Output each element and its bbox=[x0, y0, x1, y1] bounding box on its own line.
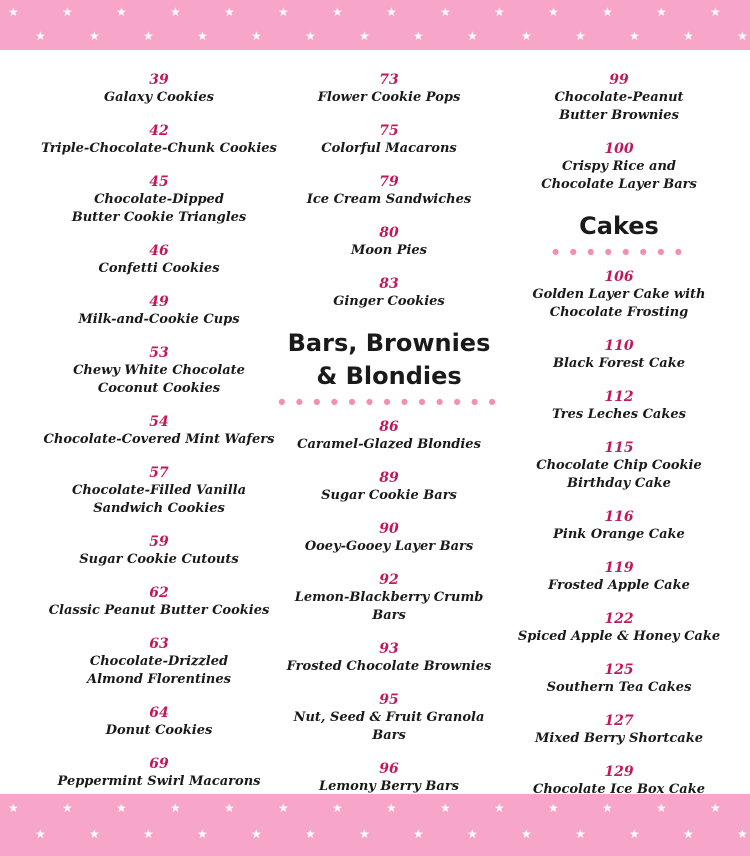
page-number: 45 bbox=[149, 174, 169, 190]
recipe-entry[interactable] bbox=[41, 123, 277, 158]
recipe-entry[interactable] bbox=[307, 72, 471, 107]
recipe-entry[interactable] bbox=[518, 269, 720, 322]
page-number: 100 bbox=[604, 141, 634, 157]
page-number: 129 bbox=[604, 764, 634, 780]
star-icon: ★ bbox=[494, 5, 505, 19]
recipe-entry[interactable] bbox=[78, 294, 239, 329]
recipe-title: Ginger Cookies bbox=[333, 294, 445, 309]
star-icon: ★ bbox=[440, 5, 451, 19]
star-icon: ★ bbox=[62, 801, 73, 815]
star-icon: ★ bbox=[521, 827, 532, 841]
recipe-title: Chocolate-Covered Mint Wafers bbox=[43, 432, 275, 447]
column-cookies-bars bbox=[278, 72, 500, 815]
recipe-entry[interactable] bbox=[518, 662, 720, 697]
page-number: 49 bbox=[149, 294, 169, 310]
star-icon: ★ bbox=[413, 827, 424, 841]
recipe-title: Peppermint Swirl Macarons bbox=[57, 774, 261, 789]
star-icon: ★ bbox=[440, 801, 451, 815]
star-icon: ★ bbox=[413, 29, 424, 43]
recipe-title: Ooey-Gooey Layer Bars bbox=[304, 539, 474, 554]
recipe-entry[interactable] bbox=[541, 141, 697, 194]
page-number: 92 bbox=[379, 572, 399, 588]
star-icon: ★ bbox=[710, 5, 721, 19]
page-number: 83 bbox=[379, 276, 399, 292]
page-number: 95 bbox=[379, 692, 399, 708]
recipe-entry[interactable] bbox=[278, 419, 500, 454]
star-icon: ★ bbox=[629, 827, 640, 841]
star-icon: ★ bbox=[251, 29, 262, 43]
recipe-entry[interactable] bbox=[49, 585, 270, 620]
recipe-title: Tres Leches Cakes bbox=[552, 407, 686, 422]
recipe-entry[interactable] bbox=[278, 761, 500, 796]
recipe-entry[interactable] bbox=[73, 345, 245, 398]
star-icon: ★ bbox=[224, 801, 235, 815]
recipe-entry[interactable] bbox=[72, 174, 247, 227]
star-icon: ★ bbox=[143, 827, 154, 841]
star-icon: ★ bbox=[521, 29, 532, 43]
star-icon: ★ bbox=[170, 5, 181, 19]
star-icon: ★ bbox=[8, 5, 19, 19]
star-icon: ★ bbox=[386, 5, 397, 19]
top-pink-star-band bbox=[0, 0, 750, 50]
recipe-entry[interactable] bbox=[79, 534, 238, 569]
star-icon: ★ bbox=[170, 801, 181, 815]
star-icon: ★ bbox=[683, 29, 694, 43]
star-icon: ★ bbox=[143, 29, 154, 43]
star-icon: ★ bbox=[575, 29, 586, 43]
recipe-entry[interactable] bbox=[87, 636, 231, 689]
star-icon: ★ bbox=[359, 29, 370, 43]
page-number: 106 bbox=[604, 269, 634, 285]
recipe-entry[interactable] bbox=[104, 72, 214, 107]
recipe-title: Chocolate-Filled Vanilla Sandwich Cookies bbox=[71, 483, 247, 516]
star-icon: ★ bbox=[224, 5, 235, 19]
recipe-entry[interactable] bbox=[518, 713, 720, 748]
star-icon: ★ bbox=[656, 5, 667, 19]
recipe-title: Confetti Cookies bbox=[98, 261, 220, 276]
recipe-title: Donut Cookies bbox=[105, 723, 213, 738]
recipe-entry[interactable] bbox=[278, 521, 500, 556]
star-icon: ★ bbox=[467, 827, 478, 841]
page-number: 73 bbox=[379, 72, 399, 88]
star-icon: ★ bbox=[8, 801, 19, 815]
page-number: 90 bbox=[379, 521, 399, 537]
section-divider-dots: ● ● ● ● ● ● ● ● ● ● ● ● ● bbox=[278, 397, 500, 406]
recipe-title: Chocolate-Dipped Butter Cookie Triangles bbox=[71, 192, 247, 225]
star-icon: ★ bbox=[116, 801, 127, 815]
recipe-title: Frosted Chocolate Brownies bbox=[286, 659, 492, 674]
star-icon: ★ bbox=[467, 29, 478, 43]
column-cookies-continued bbox=[30, 72, 288, 807]
star-icon: ★ bbox=[602, 5, 613, 19]
page-number: 122 bbox=[604, 611, 634, 627]
star-icon: ★ bbox=[602, 801, 613, 815]
star-icon: ★ bbox=[332, 801, 343, 815]
recipe-entry[interactable] bbox=[278, 572, 500, 625]
star-icon: ★ bbox=[683, 827, 694, 841]
page-number: 86 bbox=[379, 419, 399, 435]
recipe-entry[interactable] bbox=[278, 470, 500, 505]
recipe-title: Lemony Berry Bars bbox=[319, 779, 459, 794]
recipe-title: Chocolate Chip Cookie Birthday Cake bbox=[536, 458, 702, 491]
recipe-entry[interactable] bbox=[541, 72, 697, 125]
page-number: 89 bbox=[379, 470, 399, 486]
recipe-entry[interactable] bbox=[518, 611, 720, 646]
section-title-cakes: Cakes bbox=[579, 212, 659, 240]
page-number: 53 bbox=[149, 345, 169, 361]
recipe-title: Mixed Berry Shortcake bbox=[535, 731, 703, 746]
page-number: 59 bbox=[149, 534, 169, 550]
star-icon: ★ bbox=[35, 29, 46, 43]
star-icon: ★ bbox=[35, 827, 46, 841]
page-number: 115 bbox=[604, 440, 634, 456]
cakes-list bbox=[518, 269, 720, 815]
star-icon: ★ bbox=[89, 29, 100, 43]
star-icon: ★ bbox=[251, 827, 262, 841]
star-icon: ★ bbox=[89, 827, 100, 841]
recipe-title: Moon Pies bbox=[350, 243, 427, 258]
recipe-title: Milk-and-Cookie Cups bbox=[78, 312, 240, 327]
star-icon: ★ bbox=[548, 801, 559, 815]
star-icon: ★ bbox=[305, 827, 316, 841]
star-icon: ★ bbox=[575, 827, 586, 841]
section-divider-dots: ● ● ● ● ● ● ● ● bbox=[552, 247, 686, 256]
recipe-title: Flower Cookie Pops bbox=[317, 90, 461, 105]
recipe-title: Golden Layer Cake with Chocolate Frosting bbox=[532, 287, 706, 320]
recipe-title: Pink Orange Cake bbox=[553, 527, 685, 542]
recipe-entry[interactable] bbox=[72, 465, 246, 518]
star-icon: ★ bbox=[116, 5, 127, 19]
recipe-title: Black Forest Cake bbox=[552, 356, 685, 371]
star-icon: ★ bbox=[656, 801, 667, 815]
page-number: 93 bbox=[379, 641, 399, 657]
page-number: 99 bbox=[609, 72, 629, 88]
recipe-title: Triple-Chocolate-Chunk Cookies bbox=[41, 141, 277, 156]
recipe-entry[interactable] bbox=[518, 509, 720, 544]
star-icon: ★ bbox=[305, 29, 316, 43]
recipe-title: Crispy Rice and Chocolate Layer Bars bbox=[541, 159, 697, 192]
recipe-title: Caramel-Glazed Blondies bbox=[297, 437, 481, 452]
recipe-entry[interactable] bbox=[278, 641, 500, 676]
recipe-entry[interactable] bbox=[44, 414, 275, 449]
page-number: 54 bbox=[149, 414, 169, 430]
page-number: 42 bbox=[149, 123, 169, 139]
page-number: 39 bbox=[149, 72, 169, 88]
star-icon: ★ bbox=[359, 827, 370, 841]
page-number: 110 bbox=[604, 338, 634, 354]
recipe-entry[interactable] bbox=[307, 276, 471, 311]
star-icon: ★ bbox=[737, 827, 748, 841]
page-number: 57 bbox=[149, 465, 169, 481]
recipe-title: Lemon-Blackberry Crumb Bars bbox=[294, 590, 484, 623]
recipe-entry[interactable] bbox=[307, 225, 471, 260]
page-number: 46 bbox=[149, 243, 169, 259]
recipe-title: Colorful Macarons bbox=[321, 141, 457, 156]
recipe-title: Chocolate-Peanut Butter Brownies bbox=[554, 90, 684, 123]
page-number: 116 bbox=[604, 509, 634, 525]
page-number: 127 bbox=[604, 713, 634, 729]
recipe-entry[interactable] bbox=[518, 389, 720, 424]
recipe-entry[interactable] bbox=[518, 440, 720, 493]
bars-list-end bbox=[541, 72, 697, 210]
bars-list bbox=[278, 419, 500, 815]
recipe-title: Ice Cream Sandwiches bbox=[306, 192, 472, 207]
section-title-bars-brownies-blondies: Bars, Brownies & Blondies bbox=[287, 329, 491, 390]
star-icon: ★ bbox=[278, 5, 289, 19]
recipe-title: Chewy White Chocolate Coconut Cookies bbox=[73, 363, 245, 396]
recipe-title: Southern Tea Cakes bbox=[546, 680, 692, 695]
page-number: 80 bbox=[379, 225, 399, 241]
star-icon: ★ bbox=[710, 801, 721, 815]
column-bars-cakes bbox=[508, 72, 730, 815]
page-number: 69 bbox=[149, 756, 169, 772]
recipe-entry[interactable] bbox=[518, 764, 720, 799]
star-icon: ★ bbox=[332, 5, 343, 19]
star-icon: ★ bbox=[278, 801, 289, 815]
page-number: 125 bbox=[604, 662, 634, 678]
cookies-list-end bbox=[307, 72, 471, 327]
recipe-entry[interactable] bbox=[98, 243, 219, 278]
recipe-entry[interactable] bbox=[278, 692, 500, 745]
star-icon: ★ bbox=[494, 801, 505, 815]
star-icon: ★ bbox=[548, 5, 559, 19]
star-icon: ★ bbox=[197, 827, 208, 841]
recipe-title: Classic Peanut Butter Cookies bbox=[48, 603, 270, 618]
recipe-title: Spiced Apple & Honey Cake bbox=[517, 629, 721, 644]
recipe-title: Frosted Apple Cake bbox=[548, 578, 690, 593]
page-number: 112 bbox=[604, 389, 634, 405]
page-number: 119 bbox=[604, 560, 634, 576]
page-number: 62 bbox=[149, 585, 169, 601]
page-number: 63 bbox=[149, 636, 169, 652]
recipe-entry[interactable] bbox=[307, 174, 471, 209]
recipe-entry[interactable] bbox=[518, 560, 720, 595]
page-number: 96 bbox=[379, 761, 399, 777]
star-icon: ★ bbox=[62, 5, 73, 19]
page-number: 79 bbox=[379, 174, 399, 190]
star-icon: ★ bbox=[386, 801, 397, 815]
recipe-title: Chocolate Ice Box Cake bbox=[532, 782, 705, 797]
recipe-title: Sugar Cookie Bars bbox=[321, 488, 457, 503]
recipe-title: Galaxy Cookies bbox=[104, 90, 214, 105]
star-icon: ★ bbox=[197, 29, 208, 43]
page-number: 64 bbox=[149, 705, 169, 721]
recipe-title: Sugar Cookie Cutouts bbox=[79, 552, 239, 567]
recipe-entry[interactable] bbox=[307, 123, 471, 158]
recipe-title: Chocolate-Drizzled Almond Florentines bbox=[87, 654, 231, 687]
recipe-entry[interactable] bbox=[58, 756, 261, 791]
recipe-entry[interactable] bbox=[106, 705, 213, 740]
star-icon: ★ bbox=[737, 29, 748, 43]
recipe-title: Nut, Seed & Fruit Granola Bars bbox=[293, 710, 485, 743]
star-icon: ★ bbox=[629, 29, 640, 43]
recipe-entry[interactable] bbox=[518, 338, 720, 373]
page-number: 75 bbox=[379, 123, 399, 139]
